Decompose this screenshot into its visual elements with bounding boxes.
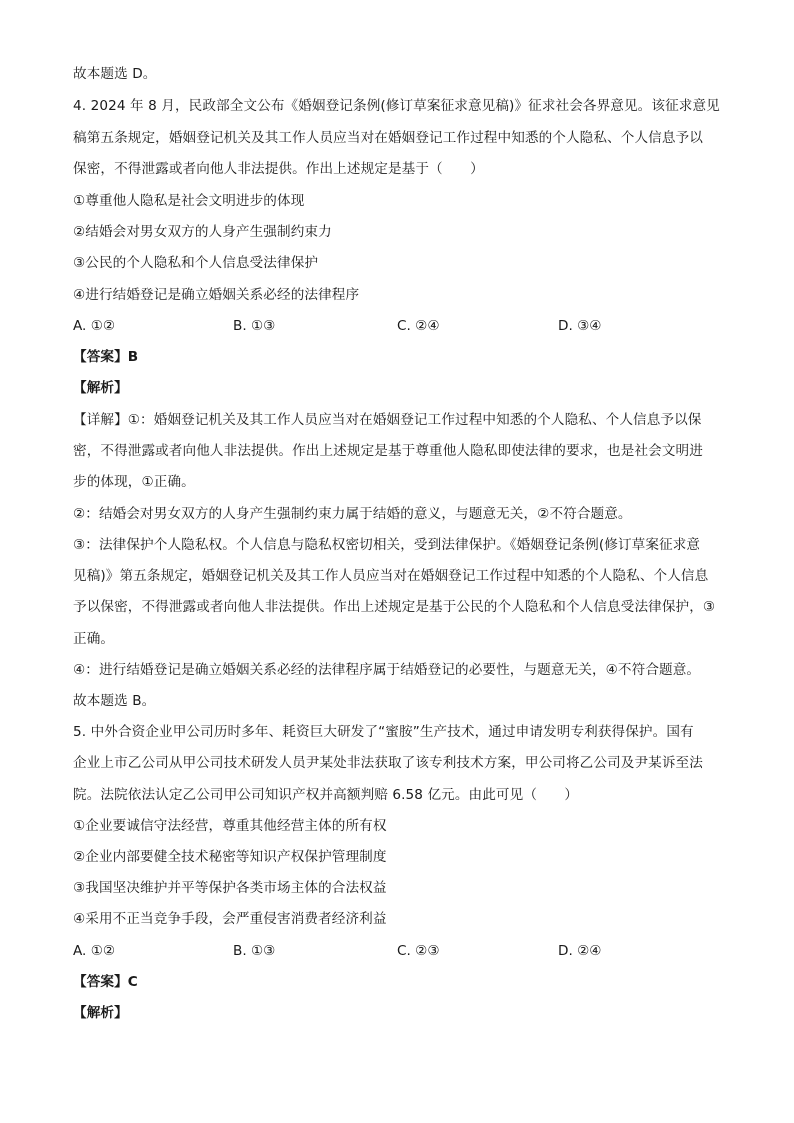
question-4-analysis-line-9: ④：进行结婚登记是确立婚姻关系必经的法律程序属于结婚登记的必要性，与题意无关，④不符合题意。: [73, 662, 701, 678]
question-4-analysis-line-2: 密，不得泄露或者向他人非法提供。作出上述规定是基于尊重他人隐私即使法律的要求，也是社会文明进: [73, 443, 703, 459]
question-5-stem-line-1: 5. 中外合资企业甲公司历时多年、耗资巨大研发了“蜜胺”生产技术，通过申请发明专利获得保护。国有: [73, 724, 694, 740]
question-4-stem-line-3: 保密，不得泄露或者向他人非法提供。作出上述规定是基于（ ）: [73, 161, 484, 177]
question-5-statement-4: ④采用不正当竞争手段，会严重侵害消费者经济利益: [73, 911, 387, 927]
question-4-analysis-line-5: ③：法律保护个人隐私权。个人信息与隐私权密切相关，受到法律保护。《婚姻登记条例(修订草案征求意: [73, 537, 701, 553]
question-4-analysis-line-1: 【详解】①：婚姻登记机关及其工作人员应当对在婚姻登记工作过程中知悉的个人隐私、个人信息予以保: [73, 412, 702, 428]
question-4-statement-4: ④进行结婚登记是确立婚姻关系必经的法律程序: [73, 287, 360, 303]
question-4-statement-1: ①尊重他人隐私是社会文明进步的体现: [73, 193, 305, 209]
question-5-stem-line-2: 企业上市乙公司从甲公司技术研发人员尹某处非法获取了该专利技术方案，甲公司将乙公司及尹某诉至法: [73, 755, 703, 771]
question-4-analysis-line-6: 见稿)》第五条规定，婚姻登记机关及其工作人员应当对在婚姻登记工作过程中知悉的个人隐私、个人信息: [73, 568, 709, 584]
question-5-option-c: C. ②③: [397, 943, 440, 959]
question-4-analysis-line-3: 步的体现，①正确。: [73, 474, 195, 490]
question-5-options: [73, 941, 733, 961]
question-5-option-a: A. ①②: [73, 943, 116, 959]
question-5-statement-2: ②企业内部要健全技术秘密等知识产权保护管理制度: [73, 849, 387, 865]
question-4-answer: 【答案】B: [73, 349, 139, 365]
question-4-statement-2: ②结婚会对男女双方的人身产生强制约束力: [73, 224, 332, 240]
question-4-option-d: D. ③④: [558, 318, 602, 334]
question-5-statement-3: ③我国坚决维护并平等保护各类市场主体的合法权益: [73, 880, 387, 896]
question-5-statement-1: ①企业要诚信守法经营，尊重其他经营主体的所有权: [73, 818, 387, 834]
question-5-analysis-heading: 【解析】: [73, 1005, 128, 1021]
question-5-option-b: B. ①③: [233, 943, 276, 959]
question-4-option-c: C. ②④: [397, 318, 440, 334]
question-4-analysis-line-4: ②：结婚会对男女双方的人身产生强制约束力属于结婚的意义，与题意无关，②不符合题意。: [73, 506, 632, 522]
question-5-option-d: D. ②④: [558, 943, 602, 959]
prev-question-conclusion: 故本题选 D。: [73, 66, 157, 82]
question-5-stem-line-3: 院。法院依法认定乙公司甲公司知识产权并高额判赔 6.58 亿元。由此可见（ ）: [73, 787, 579, 803]
question-4-stem-line-2: 稿第五条规定，婚姻登记机关及其工作人员应当对在婚姻登记工作过程中知悉的个人隐私、个人信息予以: [73, 130, 703, 146]
question-4-analysis-line-7: 予以保密，不得泄露或者向他人非法提供。作出上述规定是基于公民的个人隐私和个人信息受法律保护，③: [73, 599, 716, 615]
question-4-stem-line-1: 4. 2024 年 8 月，民政部全文公布《婚姻登记条例(修订草案征求意见稿)》征求社会各界意见。该征求意见: [73, 98, 720, 114]
question-4-options: [73, 316, 733, 336]
question-4-analysis-line-8: 正确。: [73, 631, 115, 647]
question-4-conclusion: 故本题选 B。: [73, 693, 156, 709]
question-4-statement-3: ③公民的个人隐私和个人信息受法律保护: [73, 255, 319, 271]
question-4-option-a: A. ①②: [73, 318, 116, 334]
question-4-analysis-heading: 【解析】: [73, 380, 128, 396]
question-5-answer: 【答案】C: [73, 974, 138, 990]
question-4-option-b: B. ①③: [233, 318, 276, 334]
